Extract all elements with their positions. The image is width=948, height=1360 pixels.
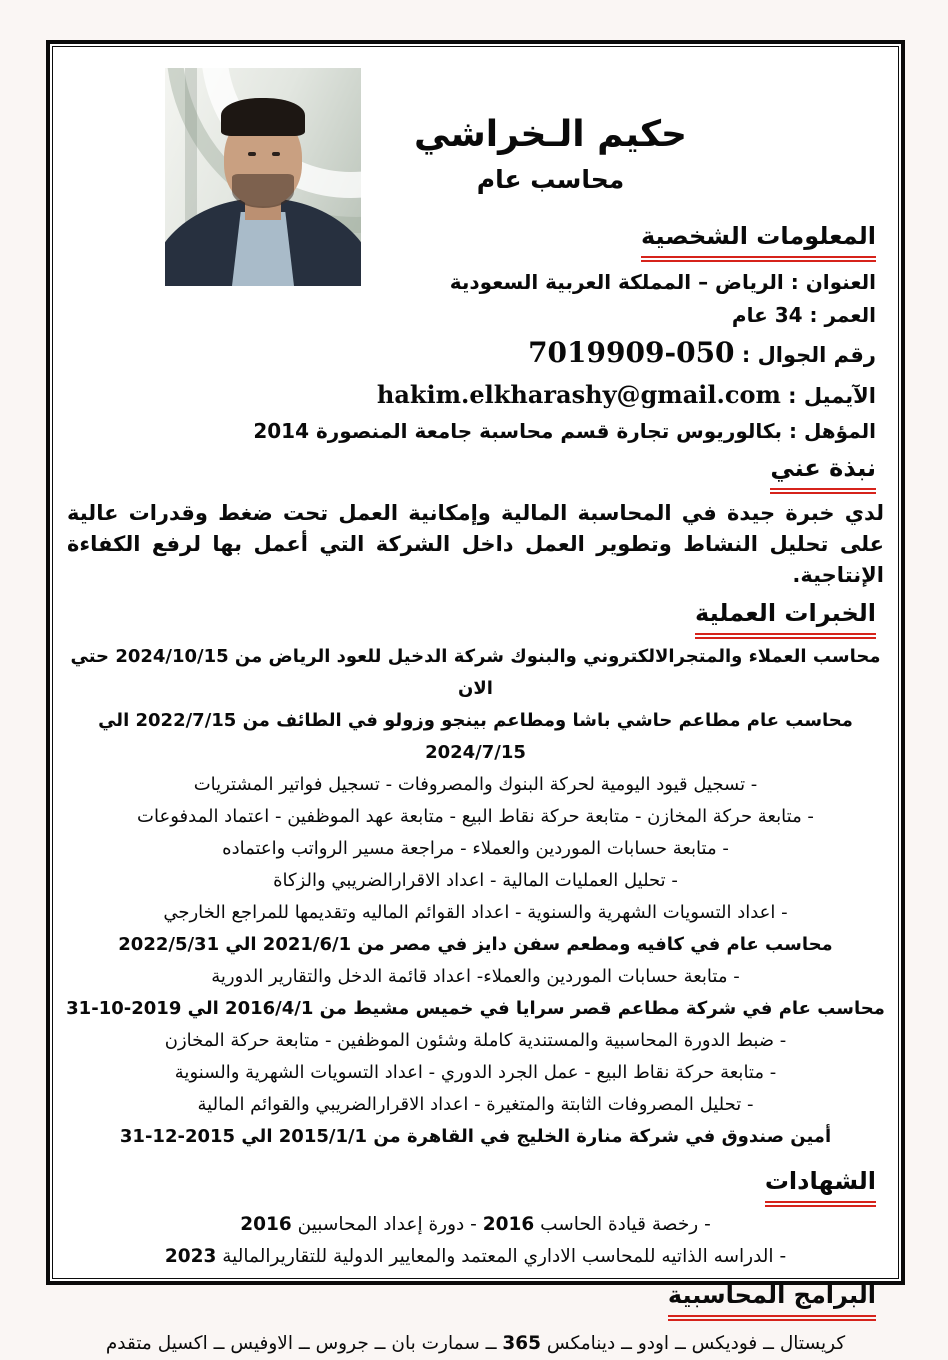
experience-job-entry: أمين صندوق في شركة منارة الخليج في القاهرة من 2015/1/1 الي 2015-12-31 — [119, 1126, 832, 1147]
candidate-job-title: محاسب عام — [476, 165, 625, 194]
experience-duty-line: - متابعة حسابات الموردين والعملاء- اعداد قائمة الدخل والتقارير الدورية — [211, 966, 740, 987]
experience-duty-line: - اعداد التسويات الشهرية والسنوية - اعداد القوائم الماليه وتقديمها للمراجع الخارجي — [163, 902, 788, 923]
section-heading-experience: الخبرات العملية — [65, 595, 886, 639]
photo-shirt-shape — [232, 212, 294, 286]
cv-header — [65, 53, 886, 218]
experience-job-entry: محاسب العملاء والمتجرالالكتروني والبنوك شركة الدخيل للعود الرياض من 2024/10/15 حتي الان — [70, 646, 881, 699]
section-heading-personal-info: المعلومات الشخصية — [65, 218, 886, 262]
experience-block — [65, 641, 886, 1153]
candidate-name: حكيم الـخراشي — [413, 114, 687, 155]
experience-duty-line: - متابعة حركة نقاط البيع - عمل الجرد الدوري - اعداد التسويات الشهرية والسنوية — [174, 1062, 777, 1083]
age-line: العمر : 34 عام — [731, 303, 876, 327]
cv-page-inner-border — [52, 46, 899, 1354]
certificates-block — [65, 1209, 886, 1273]
photo-beard-shape — [232, 174, 294, 208]
section-heading-certificates: الشهادات — [65, 1163, 886, 1207]
personal-info-block — [65, 266, 886, 448]
photo-head-shape — [224, 112, 302, 206]
experience-duty-line: - تحليل المصروفات الثابتة والمتغيرة - اعداد الاقرارالضريبي والقوائم المالية — [197, 1094, 754, 1115]
experience-duty-line: - متابعة حسابات الموردين والعملاء - مراجعة مسير الرواتب واعتماده — [222, 838, 729, 859]
cv-page — [46, 40, 905, 1354]
phone-line — [65, 332, 876, 376]
software-list-line: كريستال ــ فوديكس ــ اودو ــ دينامكس 365 ــ سمارت بان ــ جروس ــ الاوفيس ــ اكسيل متقدم — [105, 1333, 846, 1354]
about-text: لدي خبرة جيدة في المحاسبة المالية وإمكانية العمل تحت ضغط وقدرات عالية على تحليل النشاط وتطوير العمل داخل الشركة التي أعمل بها لرفع الكفاءة الإنتاجية. — [67, 501, 884, 587]
experience-job-entry: محاسب عام في كافيه ومطعم سفن دايز في مصر من 2021/6/1 الي 2022/5/31 — [118, 934, 833, 955]
experience-job-entry: محاسب عام مطاعم حاشي باشا ومطاعم بينجو وزولو في الطائف من 2022/7/15 الي 2024/7/15 — [98, 710, 853, 763]
header-text-block — [215, 113, 886, 194]
email-line — [65, 376, 876, 415]
experience-duty-line: - ضبط الدورة المحاسبية والمستندية كاملة وشئون الموظفين - متابعة حركة المخازن — [164, 1030, 787, 1051]
photo-eyes-shape — [248, 152, 256, 156]
section-heading-about: نبذة عني — [65, 450, 886, 494]
certificate-line: - الدراسه الذاتيه للمحاسب الاداري المعتمد والمعايير الدولية للتقاريرالمالية 2023 — [164, 1246, 787, 1267]
experience-duty-line: - تسجيل قيود اليومية لحركة البنوك والمصروفات - تسجيل فواتير المشتريات — [193, 774, 758, 795]
experience-duty-line: - متابعة حركة المخازن - متابعة حركة نقاط البيع - متابعة عهد الموظفين - اعتماد المدفوعات — [137, 806, 814, 827]
email-address: hakim.elkharashy@gmail.com — [376, 380, 781, 409]
address-line: العنوان : الرياض – المملكة العربية السعودية — [449, 270, 876, 294]
phone-label: رقم الجوال : — [734, 343, 876, 367]
qualification-line: المؤهل : بكالوريوس تجارة قسم محاسبة جامعة المنصورة 2014 — [253, 419, 876, 443]
experience-job-entry: محاسب عام في شركة مطاعم قصر سرايا في خميس مشيط من 2016/4/1 الي 2019-10-31 — [66, 998, 885, 1019]
section-heading-software: البرامج المحاسبية — [65, 1277, 886, 1321]
photo-hair-shape — [221, 98, 305, 136]
certificate-line: - رخصة قيادة الحاسب 2016 - دورة إعداد المحاسبين 2016 — [240, 1214, 711, 1235]
phone-number: 050-7019909 — [528, 336, 735, 369]
email-label: الآيميل : — [780, 384, 876, 408]
experience-duty-line: - تحليل العمليات المالية - اعداد الاقرارالضريبي والزكاة — [273, 870, 678, 891]
